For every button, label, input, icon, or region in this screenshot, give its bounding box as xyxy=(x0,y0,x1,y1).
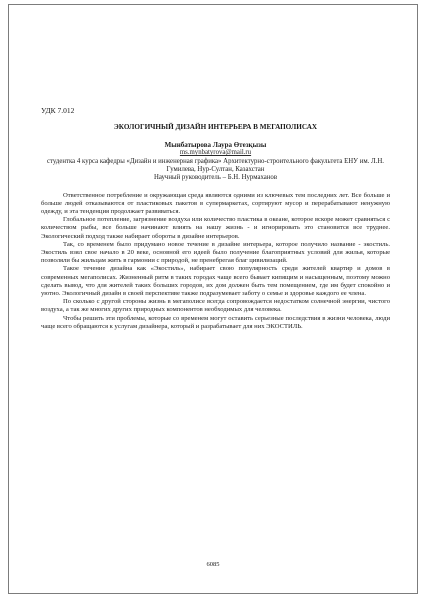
page-number: 6085 xyxy=(206,561,220,568)
body-paragraph: Так, со временем было придумано новое течение в дизайне интерьера, которое получило название - экостиль. Экостиль взял свое начало в 20 веке, основной его идеей было получение благоприятных условий для жилья, которые позволяли бы жильцам жить в гармонии с природой, не пренебрегая благ цивилизаций. xyxy=(41,240,390,265)
body-paragraph: Глобальное потепление, загрязнение воздуха или количество пластика в океане, которое вскоре может сравняться с количеством рыбы, все больше начинают влиять на нашу жизнь - и игнорировать это становится все труднее. Экологический подход также набирает обороты в дизайне интерьеров. xyxy=(41,216,390,240)
author-email[interactable]: ms.mynbatyrova@mail.ru xyxy=(179,149,252,157)
article-title: ЭКОЛОГИЧНЫЙ ДИЗАЙН ИНТЕРЬЕРА В МЕГАПОЛИСАХ xyxy=(113,123,318,131)
udk-code: УДК 7.012 xyxy=(41,106,75,115)
article-body xyxy=(41,192,390,331)
author-name: Мынбатырова Лаура Өтезқызы xyxy=(164,141,267,150)
body-paragraph: Ответственное потребление и окружающая среда являются одними из ключевых тем последних лет. Все больше и больше людей отказываются от пластиковых пакетов в супермаркетах, сортируют мусор и перерабатывают ненужную одежду, и эта тенденция продолжает развиваться. xyxy=(41,191,390,216)
body-paragraph: Чтобы решить эти проблемы, которые со временем могут оставить серьезные последствия в жизни человека, люди чаще всего обращаются к услугам дизайнера, который и разрабатывает для них ЭКОСТИЛЬ. xyxy=(41,314,390,330)
body-paragraph: Такое течение дизайна как «Экостиль», набирает свою популярность среди жителей квартир и домов в современных мегаполисах. Жизненный ритм в таких городах чаще всего бывает кипящим и насыщенным, поэтому можно сделать вывод, что для жителей таких больших городов, их дом должен быть тем помещением, где им будет спокойно и уютно. Экологичный дизайн в своей перспективе также подразумевает заботу о семье и здоровье каждого ее члена. xyxy=(41,265,390,298)
body-paragraph: По сколько с другой стороны жизнь в мегаполисе всегда сопровождается недостатком солнечной энергии, чистого воздуха, а так же многих других природных компонентов необходимых для человека. xyxy=(41,298,390,314)
author-affiliation: студентка 4 курса кафедры «Дизайн и инженерная графика» Архитектурно-строительного факультета ЕНУ им. Л.Н. Гумилева, Нур-Султан, Казахстан xyxy=(47,157,384,174)
scientific-supervisor: Научный руководитель – Б.Н. Нурмаханов xyxy=(153,174,278,182)
document-page xyxy=(8,4,418,594)
article-content xyxy=(41,123,390,331)
